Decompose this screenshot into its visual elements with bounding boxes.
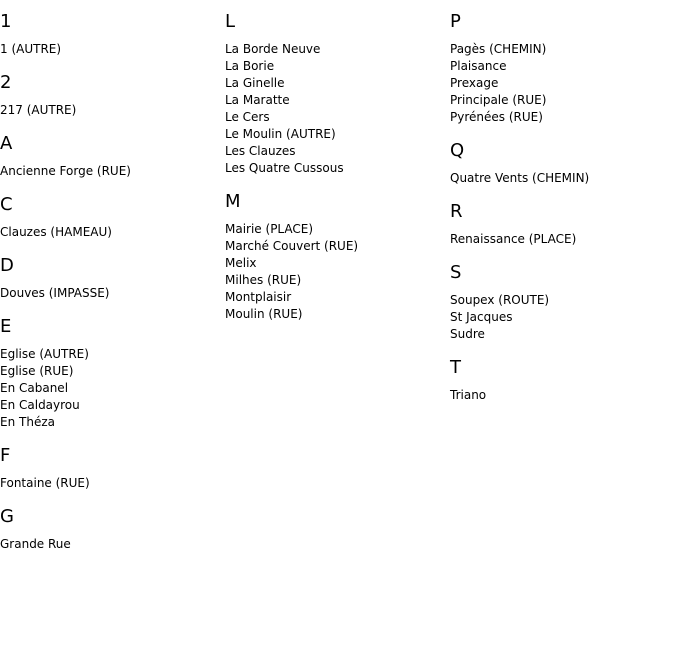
street-item: Prexage (450, 76, 499, 90)
street-item: En Théza (0, 415, 55, 429)
street-item: Le Cers (225, 110, 270, 124)
street-item: Quatre Vents (CHEMIN) (450, 171, 590, 185)
letter-group (0, 506, 220, 553)
letter-heading: L (225, 11, 236, 32)
street-item: Eglise (RUE) (0, 364, 74, 378)
street-item: Clauzes (HAMEAU) (0, 225, 112, 239)
street-list (0, 285, 220, 302)
street-item: La Borde Neuve (225, 42, 321, 56)
letter-group (0, 72, 220, 119)
street-item: Eglise (AUTRE) (0, 347, 89, 361)
street-item: 1 (AUTRE) (0, 42, 62, 56)
street-list (450, 231, 670, 248)
street-item: Soupex (ROUTE) (450, 293, 550, 307)
letter-group (450, 140, 670, 187)
letter-heading: S (450, 262, 462, 283)
letter-heading: D (0, 255, 14, 276)
letter-heading: E (0, 316, 12, 337)
letter-group (0, 133, 220, 180)
street-item: Marché Couvert (RUE) (225, 239, 359, 253)
letter-group (0, 255, 220, 302)
street-item: Sudre (450, 327, 485, 341)
letter-group (450, 11, 670, 126)
street-item: Milhes (RUE) (225, 273, 302, 287)
street-item: Fontaine (RUE) (0, 476, 90, 490)
street-list (0, 163, 220, 180)
letter-heading: Q (450, 140, 465, 161)
street-index-column-3 (450, 11, 670, 418)
letter-heading: M (225, 191, 241, 212)
street-index-column-1 (0, 11, 220, 567)
street-item: Les Quatre Cussous (225, 161, 344, 175)
letter-group (450, 262, 670, 343)
street-item: La Ginelle (225, 76, 285, 90)
letter-heading: F (0, 445, 11, 466)
street-item: Pyrénées (RUE) (450, 110, 543, 124)
street-item: Douves (IMPASSE) (0, 286, 110, 300)
street-index-column-2 (225, 11, 445, 337)
street-list (225, 221, 445, 323)
street-item: Moulin (RUE) (225, 307, 303, 321)
street-item: Triano (450, 388, 487, 402)
street-item: Pagès (CHEMIN) (450, 42, 547, 56)
letter-heading: P (450, 11, 461, 32)
street-item: Grande Rue (0, 537, 71, 551)
street-list (0, 41, 220, 58)
letter-group (225, 191, 445, 323)
letter-heading: A (0, 133, 13, 154)
letter-heading: G (0, 506, 14, 527)
street-item: Ancienne Forge (RUE) (0, 164, 131, 178)
street-item: Montplaisir (225, 290, 292, 304)
letter-group (0, 194, 220, 241)
street-list (0, 346, 220, 431)
street-list (450, 387, 670, 404)
street-item: Plaisance (450, 59, 507, 73)
street-item: Mairie (PLACE) (225, 222, 314, 236)
street-list (450, 41, 670, 126)
street-list (225, 41, 445, 177)
letter-group (225, 11, 445, 177)
street-list (0, 475, 220, 492)
street-item: La Maratte (225, 93, 290, 107)
letter-group (0, 11, 220, 58)
letter-heading: 1 (0, 11, 12, 32)
street-item: 217 (AUTRE) (0, 103, 77, 117)
street-item: La Borie (225, 59, 275, 73)
street-item: Renaissance (PLACE) (450, 232, 577, 246)
letter-heading: T (450, 357, 461, 378)
letter-group (0, 445, 220, 492)
street-item: Melix (225, 256, 257, 270)
street-list (0, 536, 220, 553)
letter-heading: R (450, 201, 463, 222)
street-item: Les Clauzes (225, 144, 296, 158)
letter-group (450, 201, 670, 248)
letter-group (0, 316, 220, 431)
street-item: En Caldayrou (0, 398, 80, 412)
street-item: En Cabanel (0, 381, 69, 395)
letter-heading: 2 (0, 72, 12, 93)
street-item: Le Moulin (AUTRE) (225, 127, 336, 141)
street-list (450, 292, 670, 343)
letter-heading: C (0, 194, 13, 215)
street-list (0, 102, 220, 119)
street-list (0, 224, 220, 241)
street-list (450, 170, 670, 187)
letter-group (450, 357, 670, 404)
street-item: St Jacques (450, 310, 513, 324)
street-item: Principale (RUE) (450, 93, 547, 107)
